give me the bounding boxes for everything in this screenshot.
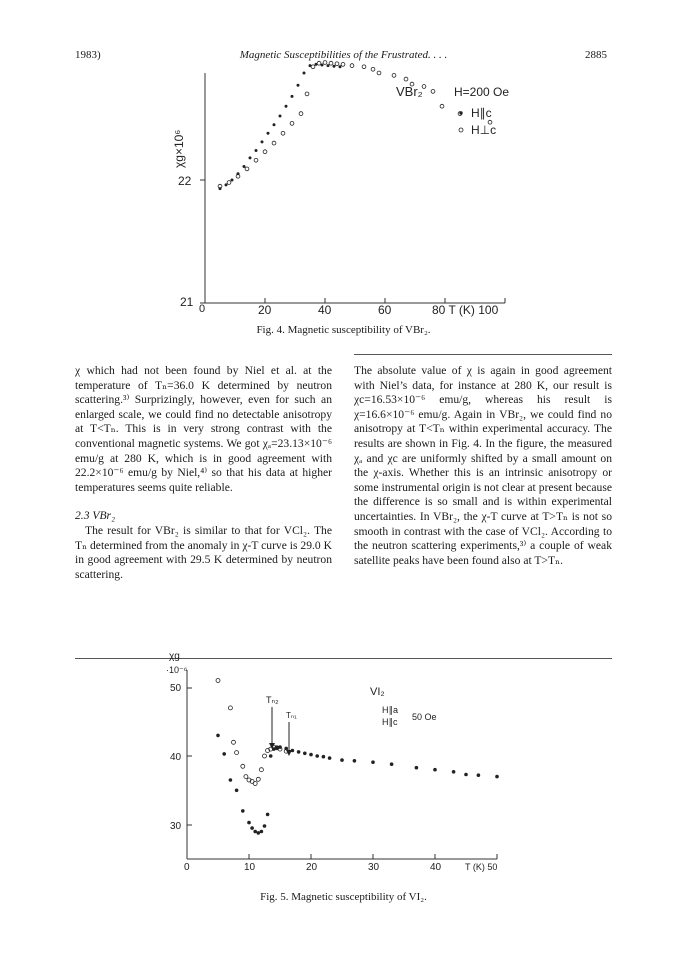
data-point-series-1 [341, 63, 345, 67]
data-point-series-0 [216, 679, 220, 683]
data-point-series-0 [333, 65, 336, 68]
data-point-series-1 [290, 122, 294, 126]
figure-4-axes [200, 73, 505, 303]
fig4-x-tick-20: 20 [258, 303, 272, 317]
fig5-y-tick-40: 40 [170, 752, 182, 763]
fig5-y-label-bottom: ·10⁻⁶ [166, 665, 188, 675]
data-point-series-0 [279, 115, 282, 118]
left-paragraph-1: χ which had not been found by Niel et al. at the temperature of Tₙ=36.0 K determined by neutron scattering.³⁾ Surprizingly, however, even for such an enlarged scale, we could find no detectable anisotropy at T<Tₙ. This is in very strong contrast with the conventional magnetic systems. We got χₐ=23.13×10⁻⁶ emu/g at 280 K, which is in good agreement with 22.2×10⁻⁶ emu/g by Niel,⁴⁾ so that his data at higher temperatures seems quite reliable. [75, 364, 332, 494]
data-point-series-1 [452, 770, 456, 774]
data-point-series-0 [297, 84, 300, 87]
data-point-series-1 [404, 77, 408, 81]
fig4-legend-perpendicular: H⊥c [471, 123, 497, 137]
data-point-series-1 [335, 62, 339, 66]
data-point-series-1 [222, 752, 226, 756]
data-point-series-0 [231, 179, 234, 182]
data-point-series-1 [415, 766, 419, 770]
fig4-y-tick-22: 22 [178, 174, 192, 188]
data-point-series-1 [315, 754, 319, 758]
data-point-series-1 [392, 74, 396, 78]
data-point-series-1 [250, 826, 254, 830]
data-point-series-1 [322, 755, 326, 759]
data-point-series-1 [303, 752, 307, 756]
data-point-series-1 [245, 167, 249, 171]
figure-4-plot [0, 0, 687, 340]
fig4-x-tick-60: 60 [378, 303, 392, 317]
data-point-series-1 [216, 734, 220, 738]
data-point-series-1 [328, 756, 332, 760]
data-point-series-1 [291, 749, 295, 753]
data-point-series-0 [261, 140, 264, 143]
data-point-series-1 [317, 61, 321, 65]
data-point-series-1 [247, 821, 251, 825]
data-point-series-1 [309, 753, 313, 757]
data-point-series-1 [323, 61, 327, 65]
data-point-series-1 [275, 746, 279, 750]
data-point-series-1 [377, 71, 381, 75]
data-point-series-1 [281, 131, 285, 135]
data-point-series-0 [327, 64, 330, 67]
data-point-series-1 [340, 758, 344, 762]
data-point-series-1 [229, 778, 233, 782]
data-point-series-1 [254, 158, 258, 162]
fig5-material-label: VI₂ [370, 686, 385, 698]
data-point-series-0 [303, 72, 306, 75]
data-point-series-0 [267, 132, 270, 135]
right-paragraph-1: The absolute value of χ is again in good agreement with Niel’s data, for instance at 280 K, our result is χc=16.53×10⁻⁶ emu/g, whereas his result is χ=16.6×10⁻⁶ emu/g. Again in VBr₂, we could find no anisotropy at T<Tₙ within experimental accuracy. The results are shown in Fig. 4. In the figure, the measured χₐ and χc are uniformly shifted by a small amount on the χ-axis. Whether this is an intrinsic anisotropy or some instrumental origin is not clear at present because the difference is so small and is within experimental uncertainties. In VBr₂, the χ-T curve at T>Tₙ is not so smooth in contrast with the case of VCl₂. According to the neutron scattering experiments,³⁾ a couple of weak satellite peaks have been found also at T>Tₙ. [354, 364, 612, 567]
header-year: 1983) [75, 49, 101, 61]
data-point-series-1 [278, 745, 282, 749]
data-point-series-0 [285, 105, 288, 108]
fig5-x-tick-20: 20 [306, 862, 318, 873]
data-point-series-1 [257, 831, 261, 835]
column-rule [354, 354, 612, 355]
data-point-series-1 [269, 754, 273, 758]
fig4-y-tick-21: 21 [180, 295, 194, 309]
fig5-x-tick-30: 30 [368, 862, 380, 873]
section-heading-vbr2: 2.3 VBr₂ [75, 509, 116, 523]
figure-4-caption: Fig. 4. Magnetic susceptibility of VBr₂. [256, 324, 431, 336]
data-point-series-1 [477, 773, 481, 777]
left-column [75, 364, 332, 582]
left-paragraph-2: The result for VBr₂ is similar to that for VCl₂. The Tₙ determined from the anomaly in χ-T curve is 29.0 K in good agreement with 29.5 K determined by neutron scattering. [75, 523, 332, 581]
fig4-legend-parallel: H∥c [471, 106, 492, 120]
data-point-series-1 [371, 760, 375, 764]
data-point-series-0 [259, 768, 263, 772]
fig4-y-axis-label: χg×10⁶ [172, 129, 186, 168]
data-point-series-0 [291, 95, 294, 98]
data-point-series-0 [256, 777, 260, 781]
fig5-y-tick-50: 50 [170, 683, 182, 694]
data-point-series-1 [266, 813, 270, 817]
data-point-series-1 [464, 773, 468, 777]
data-point-series-0 [235, 751, 239, 755]
data-point-series-1 [390, 762, 394, 766]
fig4-x-tick-40: 40 [318, 303, 332, 317]
data-point-series-1 [263, 824, 267, 828]
data-point-series-1 [284, 747, 288, 751]
fig5-tn1-label: Tₙ₁ [286, 711, 297, 720]
fig5-y-tick-30: 30 [170, 821, 182, 832]
data-point-series-1 [371, 67, 375, 71]
data-point-series-0 [243, 165, 246, 168]
data-point-series-1 [253, 830, 257, 834]
running-title: Magnetic Susceptibilities of the Frustrated. . . . [239, 49, 448, 61]
fig4-legend-open-marker [459, 128, 463, 132]
fig5-x-tick-10: 10 [244, 862, 256, 873]
data-point-series-0 [273, 123, 276, 126]
data-point-series-1 [433, 768, 437, 772]
fig4-x-tick-80-axis: 80 T (K) 100 [432, 303, 499, 317]
figure-5-axes [187, 670, 497, 859]
data-point-series-0 [253, 782, 257, 786]
data-point-series-0 [339, 65, 342, 68]
fig5-y-label-top: χg [169, 651, 180, 662]
data-point-series-0 [241, 764, 245, 768]
data-point-series-1 [431, 90, 435, 94]
data-point-series-0 [225, 183, 228, 186]
fig4-x-tick-0: 0 [199, 303, 206, 315]
data-point-series-1 [362, 65, 366, 69]
data-point-series-1 [272, 141, 276, 145]
figure-5-caption: Fig. 5. Magnetic susceptibility of VI₂. [260, 891, 427, 903]
data-point-series-1 [297, 750, 301, 754]
data-point-series-1 [260, 830, 264, 834]
data-point-series-1 [263, 150, 267, 154]
figure-5-top-rule [75, 658, 612, 659]
data-point-series-0 [255, 149, 258, 152]
fig5-data-points [216, 679, 499, 835]
fig4-data-points [218, 61, 492, 191]
data-point-series-0 [232, 740, 236, 744]
data-point-series-1 [350, 64, 354, 68]
figure-5-plot [0, 651, 687, 900]
data-point-series-1 [241, 809, 245, 813]
data-point-series-1 [353, 759, 357, 763]
data-point-series-1 [305, 92, 309, 96]
data-point-series-1 [495, 775, 499, 779]
fig5-x-tick-0: 0 [184, 862, 190, 873]
data-point-series-1 [227, 181, 231, 185]
fig5-field-label: 50 Oe [412, 712, 437, 722]
fig4-field-label: H=200 Oe [454, 85, 510, 99]
data-point-series-0 [244, 775, 248, 779]
page-number: 2885 [585, 49, 607, 61]
data-point-series-0 [228, 706, 232, 710]
data-point-series-1 [235, 789, 239, 793]
fig5-tn2-label: Tₙ₂ [266, 695, 279, 705]
data-point-series-0 [249, 156, 252, 159]
data-point-series-0 [263, 754, 267, 758]
fig5-x-tick-50-axis: T (K) 50 [465, 862, 498, 872]
data-point-series-1 [329, 61, 333, 65]
right-column [354, 364, 612, 568]
fig5-legend-ha: H∥a [382, 705, 399, 715]
data-point-series-1 [272, 747, 276, 751]
data-point-series-1 [440, 104, 444, 108]
fig4-material-label: VBr₂ [396, 84, 423, 99]
data-point-series-1 [311, 65, 315, 69]
data-point-series-1 [299, 112, 303, 116]
fig5-x-tick-40: 40 [430, 862, 442, 873]
fig5-legend-hc: H∥c [382, 717, 398, 727]
